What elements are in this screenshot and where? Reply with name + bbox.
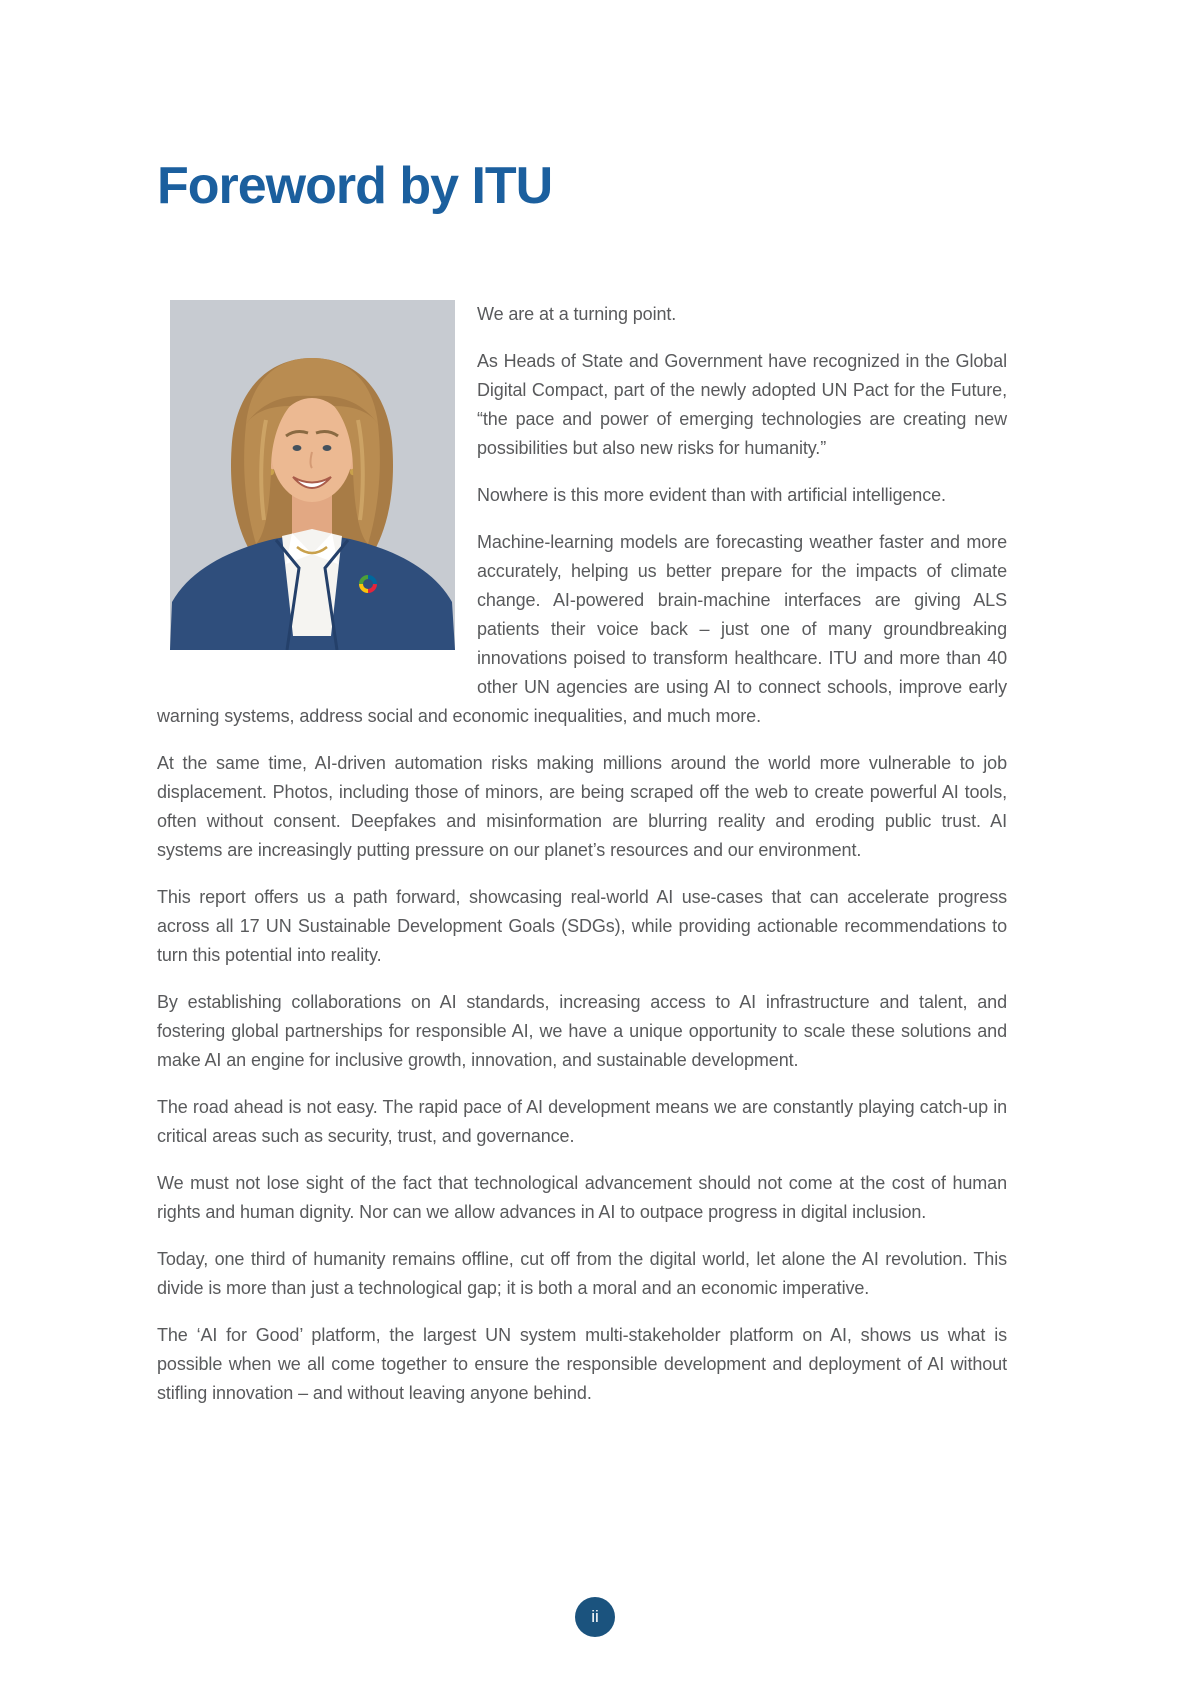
eye-left	[293, 445, 302, 451]
foreword-paragraph: Machine-learning models are forecasting weather faster and more accurately, helping us better prepare for the impacts of climate change. AI-powered brain-machine interfaces are giving ALS patients their voice back – just one of many groundbreaking innovations poised to transform healthcare. ITU and more than 40 other UN agencies are using AI to connect schools, improve early warning systems, address social and economic inequalities, and much more.	[157, 532, 1007, 726]
foreword-paragraph: As Heads of State and Government have recognized in the Global Digital Compact, part of the newly adopted UN Pact for the Future, “the pace and power of emerging technologies are creating new possibilities but also new risks for humanity.”	[477, 351, 1007, 458]
foreword-paragraph: Today, one third of humanity remains offline, cut off from the digital world, let alone the AI revolution. This divide is more than just a technological gap; it is both a moral and an economic imperative.	[157, 1249, 1007, 1298]
foreword-paragraph: The ‘AI for Good’ platform, the largest UN system multi-stakeholder platform on AI, shows us what is possible when we all come together to ensure the responsible development and deployment of AI without stifling innovation – and without leaving anyone behind.	[157, 1325, 1007, 1403]
portrait-photo	[170, 300, 455, 650]
page-number-badge: ii	[575, 1597, 615, 1637]
eye-right	[323, 445, 332, 451]
foreword-paragraph: By establishing collaborations on AI standards, increasing access to AI infrastructure and talent, and fostering global partnerships for responsible AI, we have a unique opportunity to scale these solutions and make AI an engine for inclusive growth, innovation, and sustainable development.	[157, 992, 1007, 1070]
page-title: Foreword by ITU	[157, 157, 553, 215]
portrait-illustration	[170, 300, 455, 650]
foreword-paragraph: At the same time, AI-driven automation risks making millions around the world more vulnerable to job displacement. Photos, including those of minors, are being scraped off the web to create powerful AI tools, often without consent. Deepfakes and misinformation are blurring reality and eroding public trust. AI systems are increasingly putting pressure on our planet’s resources and our environment.	[157, 753, 1007, 860]
page-content	[157, 0, 1007, 1426]
foreword-paragraph: This report offers us a path forward, showcasing real-world AI use-cases that can accelerate progress across all 17 UN Sustainable Development Goals (SDGs), while providing actionable recommendations to turn this potential into reality.	[157, 887, 1007, 965]
foreword-paragraph: We are at a turning point.	[477, 304, 677, 324]
foreword-body	[157, 300, 1007, 1408]
foreword-paragraph: We must not lose sight of the fact that technological advancement should not come at the cost of human rights and human dignity. Nor can we allow advances in AI to outpace progress in digital inclusion.	[157, 1173, 1007, 1222]
foreword-paragraph: Nowhere is this more evident than with artificial intelligence.	[477, 485, 946, 505]
foreword-paragraph: The road ahead is not easy. The rapid pace of AI development means we are constantly playing catch-up in critical areas such as security, trust, and governance.	[157, 1097, 1007, 1146]
